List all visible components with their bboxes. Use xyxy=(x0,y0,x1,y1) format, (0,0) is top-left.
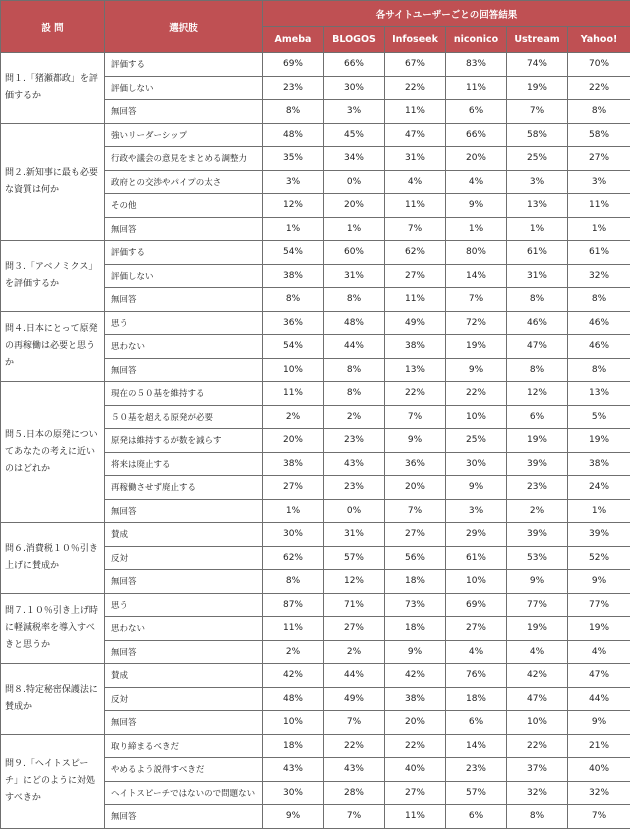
value-cell: 10% xyxy=(507,711,568,735)
value-cell: 9% xyxy=(385,640,446,664)
value-cell: 56% xyxy=(385,546,446,570)
value-cell: 23% xyxy=(324,429,385,453)
site-header-yahoo: Yahoo! xyxy=(568,27,630,53)
value-cell: 54% xyxy=(263,241,324,265)
value-cell: 43% xyxy=(324,452,385,476)
value-cell: 11% xyxy=(263,382,324,406)
value-cell: 31% xyxy=(324,264,385,288)
value-cell: 28% xyxy=(324,781,385,805)
question-cell: 問３.「アベノミクス」を評価するか xyxy=(1,241,105,312)
value-cell: 61% xyxy=(568,241,630,265)
value-cell: 8% xyxy=(324,288,385,312)
value-cell: 8% xyxy=(568,288,630,312)
option-cell: 無回答 xyxy=(105,100,263,124)
value-cell: 38% xyxy=(568,452,630,476)
value-cell: 44% xyxy=(568,687,630,711)
value-cell: 27% xyxy=(385,264,446,288)
value-cell: 24% xyxy=(568,476,630,500)
value-cell: 45% xyxy=(324,123,385,147)
table-row xyxy=(1,123,630,147)
value-cell: 1% xyxy=(568,217,630,241)
value-cell: 1% xyxy=(446,217,507,241)
value-cell: 48% xyxy=(324,311,385,335)
value-cell: 3% xyxy=(446,499,507,523)
value-cell: 11% xyxy=(385,100,446,124)
value-cell: 20% xyxy=(385,711,446,735)
value-cell: 6% xyxy=(446,805,507,829)
value-cell: 9% xyxy=(446,476,507,500)
value-cell: 53% xyxy=(507,546,568,570)
value-cell: 13% xyxy=(385,358,446,382)
value-cell: 22% xyxy=(385,734,446,758)
option-cell: ヘイトスピーチではないので問題ない xyxy=(105,781,263,805)
table-row xyxy=(1,241,630,265)
value-cell: 21% xyxy=(568,734,630,758)
value-cell: 11% xyxy=(446,76,507,100)
option-cell: 賛成 xyxy=(105,664,263,688)
value-cell: 19% xyxy=(507,76,568,100)
value-cell: 7% xyxy=(507,100,568,124)
option-cell: 政府との交渉やパイプの太さ xyxy=(105,170,263,194)
value-cell: 27% xyxy=(446,617,507,641)
table-row xyxy=(1,734,630,758)
option-cell: 思う xyxy=(105,311,263,335)
value-cell: 9% xyxy=(263,805,324,829)
value-cell: 40% xyxy=(385,758,446,782)
value-cell: 38% xyxy=(385,687,446,711)
option-cell: 原発は維持するが数を減らす xyxy=(105,429,263,453)
value-cell: 77% xyxy=(507,593,568,617)
value-cell: 8% xyxy=(568,358,630,382)
value-cell: 8% xyxy=(568,100,630,124)
table-row xyxy=(1,382,630,406)
value-cell: 23% xyxy=(324,476,385,500)
value-cell: 8% xyxy=(507,805,568,829)
option-cell: その他 xyxy=(105,194,263,218)
value-cell: 9% xyxy=(446,194,507,218)
value-cell: 3% xyxy=(263,170,324,194)
value-cell: 42% xyxy=(263,664,324,688)
value-cell: 27% xyxy=(568,147,630,171)
site-header-niconico: niconico xyxy=(446,27,507,53)
value-cell: 35% xyxy=(263,147,324,171)
value-cell: 1% xyxy=(263,499,324,523)
value-cell: 2% xyxy=(263,405,324,429)
value-cell: 6% xyxy=(507,405,568,429)
value-cell: 27% xyxy=(263,476,324,500)
value-cell: 7% xyxy=(446,288,507,312)
value-cell: 18% xyxy=(446,687,507,711)
value-cell: 10% xyxy=(263,711,324,735)
value-cell: 83% xyxy=(446,53,507,77)
site-header-ameba: Ameba xyxy=(263,27,324,53)
value-cell: 20% xyxy=(446,147,507,171)
site-results-group-header: 各サイトユーザーごとの回答結果 xyxy=(263,1,630,27)
value-cell: 61% xyxy=(446,546,507,570)
value-cell: 22% xyxy=(324,734,385,758)
value-cell: 19% xyxy=(568,429,630,453)
value-cell: 6% xyxy=(446,100,507,124)
value-cell: 42% xyxy=(507,664,568,688)
value-cell: 9% xyxy=(385,429,446,453)
value-cell: 32% xyxy=(568,781,630,805)
question-cell: 問２.新知事に最も必要な資質は何か xyxy=(1,123,105,241)
value-cell: 46% xyxy=(568,335,630,359)
value-cell: 7% xyxy=(568,805,630,829)
value-cell: 25% xyxy=(446,429,507,453)
question-cell: 問１.「猪瀬都政」を評価するか xyxy=(1,53,105,124)
option-cell: 思わない xyxy=(105,617,263,641)
value-cell: 19% xyxy=(507,429,568,453)
value-cell: 77% xyxy=(568,593,630,617)
option-cell: 取り締まるべきだ xyxy=(105,734,263,758)
value-cell: 12% xyxy=(324,570,385,594)
value-cell: 18% xyxy=(385,570,446,594)
value-cell: 61% xyxy=(507,241,568,265)
value-cell: 49% xyxy=(385,311,446,335)
table-row xyxy=(1,593,630,617)
value-cell: 36% xyxy=(385,452,446,476)
value-cell: 30% xyxy=(324,76,385,100)
value-cell: 22% xyxy=(568,76,630,100)
value-cell: 2% xyxy=(263,640,324,664)
value-cell: 12% xyxy=(507,382,568,406)
value-cell: 27% xyxy=(385,781,446,805)
value-cell: 11% xyxy=(385,194,446,218)
value-cell: 10% xyxy=(446,405,507,429)
option-cell: 評価しない xyxy=(105,76,263,100)
value-cell: 1% xyxy=(507,217,568,241)
header-row-top xyxy=(1,1,630,27)
value-cell: 10% xyxy=(263,358,324,382)
option-cell: 無回答 xyxy=(105,805,263,829)
value-cell: 57% xyxy=(446,781,507,805)
value-cell: 67% xyxy=(385,53,446,77)
value-cell: 32% xyxy=(507,781,568,805)
value-cell: 14% xyxy=(446,264,507,288)
value-cell: 69% xyxy=(446,593,507,617)
value-cell: 22% xyxy=(446,382,507,406)
value-cell: 2% xyxy=(507,499,568,523)
value-cell: 4% xyxy=(568,640,630,664)
options-column-header: 選択肢 xyxy=(105,1,263,53)
option-cell: 無回答 xyxy=(105,217,263,241)
value-cell: 22% xyxy=(507,734,568,758)
value-cell: 29% xyxy=(446,523,507,547)
value-cell: 48% xyxy=(263,123,324,147)
value-cell: 47% xyxy=(568,664,630,688)
value-cell: 1% xyxy=(263,217,324,241)
value-cell: 20% xyxy=(263,429,324,453)
value-cell: 43% xyxy=(324,758,385,782)
value-cell: 30% xyxy=(263,523,324,547)
value-cell: 7% xyxy=(385,499,446,523)
value-cell: 23% xyxy=(507,476,568,500)
value-cell: 13% xyxy=(568,382,630,406)
option-cell: 再稼働させず廃止する xyxy=(105,476,263,500)
option-cell: 評価する xyxy=(105,241,263,265)
value-cell: 8% xyxy=(263,570,324,594)
value-cell: 30% xyxy=(263,781,324,805)
value-cell: 69% xyxy=(263,53,324,77)
option-cell: 評価しない xyxy=(105,264,263,288)
value-cell: 5% xyxy=(568,405,630,429)
value-cell: 34% xyxy=(324,147,385,171)
value-cell: 66% xyxy=(324,53,385,77)
value-cell: 20% xyxy=(385,476,446,500)
value-cell: 6% xyxy=(446,711,507,735)
value-cell: 39% xyxy=(507,452,568,476)
value-cell: 76% xyxy=(446,664,507,688)
value-cell: 8% xyxy=(324,358,385,382)
option-cell: 無回答 xyxy=(105,640,263,664)
value-cell: 0% xyxy=(324,499,385,523)
value-cell: 57% xyxy=(324,546,385,570)
site-header-ustream: Ustream xyxy=(507,27,568,53)
value-cell: 11% xyxy=(385,805,446,829)
value-cell: 13% xyxy=(507,194,568,218)
question-cell: 問６.消費税１０％引き上げに賛成か xyxy=(1,523,105,594)
value-cell: 58% xyxy=(568,123,630,147)
value-cell: 12% xyxy=(263,194,324,218)
option-cell: 無回答 xyxy=(105,570,263,594)
value-cell: 46% xyxy=(568,311,630,335)
value-cell: 38% xyxy=(263,452,324,476)
value-cell: 62% xyxy=(263,546,324,570)
value-cell: 47% xyxy=(507,687,568,711)
value-cell: 42% xyxy=(385,664,446,688)
value-cell: 23% xyxy=(446,758,507,782)
value-cell: 4% xyxy=(385,170,446,194)
question-cell: 問５.日本の原発についてあなたの考えに近いのはどれか xyxy=(1,382,105,523)
value-cell: 8% xyxy=(263,100,324,124)
value-cell: 23% xyxy=(263,76,324,100)
value-cell: 80% xyxy=(446,241,507,265)
option-cell: 賛成 xyxy=(105,523,263,547)
site-header-infoseek: Infoseek xyxy=(385,27,446,53)
value-cell: 19% xyxy=(446,335,507,359)
value-cell: 4% xyxy=(507,640,568,664)
option-cell: 無回答 xyxy=(105,288,263,312)
value-cell: 49% xyxy=(324,687,385,711)
value-cell: 43% xyxy=(263,758,324,782)
value-cell: 14% xyxy=(446,734,507,758)
value-cell: 37% xyxy=(507,758,568,782)
value-cell: 72% xyxy=(446,311,507,335)
value-cell: 3% xyxy=(507,170,568,194)
option-cell: 思わない xyxy=(105,335,263,359)
value-cell: 9% xyxy=(568,711,630,735)
value-cell: 44% xyxy=(324,664,385,688)
value-cell: 74% xyxy=(507,53,568,77)
value-cell: 11% xyxy=(263,617,324,641)
value-cell: 36% xyxy=(263,311,324,335)
value-cell: 11% xyxy=(385,288,446,312)
value-cell: 10% xyxy=(446,570,507,594)
value-cell: 31% xyxy=(324,523,385,547)
value-cell: 8% xyxy=(507,288,568,312)
value-cell: 8% xyxy=(507,358,568,382)
value-cell: 39% xyxy=(507,523,568,547)
value-cell: 39% xyxy=(568,523,630,547)
value-cell: 27% xyxy=(385,523,446,547)
value-cell: 27% xyxy=(324,617,385,641)
value-cell: 2% xyxy=(324,405,385,429)
option-cell: 将来は廃止する xyxy=(105,452,263,476)
value-cell: 32% xyxy=(568,264,630,288)
value-cell: 7% xyxy=(324,805,385,829)
value-cell: 22% xyxy=(385,76,446,100)
option-cell: 評価する xyxy=(105,53,263,77)
value-cell: 40% xyxy=(568,758,630,782)
question-cell: 問７.１０％引き上げ時に軽減税率を導入すべきと思うか xyxy=(1,593,105,664)
value-cell: 22% xyxy=(385,382,446,406)
value-cell: 66% xyxy=(446,123,507,147)
value-cell: 11% xyxy=(568,194,630,218)
value-cell: 38% xyxy=(263,264,324,288)
value-cell: 1% xyxy=(324,217,385,241)
value-cell: 18% xyxy=(385,617,446,641)
value-cell: 19% xyxy=(507,617,568,641)
value-cell: 3% xyxy=(568,170,630,194)
question-cell: 問９.「ヘイトスピーチ」にどのように対処すべきか xyxy=(1,734,105,828)
value-cell: 7% xyxy=(385,217,446,241)
value-cell: 20% xyxy=(324,194,385,218)
value-cell: 9% xyxy=(507,570,568,594)
table-body xyxy=(1,53,630,829)
option-cell: 無回答 xyxy=(105,358,263,382)
table-row xyxy=(1,311,630,335)
value-cell: 3% xyxy=(324,100,385,124)
option-cell: 行政や議会の意見をまとめる調整力 xyxy=(105,147,263,171)
site-header-blogos: BLOGOS xyxy=(324,27,385,53)
question-column-header: 設 問 xyxy=(1,1,105,53)
value-cell: 46% xyxy=(507,311,568,335)
value-cell: 19% xyxy=(568,617,630,641)
value-cell: 70% xyxy=(568,53,630,77)
table-row xyxy=(1,53,630,77)
value-cell: 60% xyxy=(324,241,385,265)
value-cell: 44% xyxy=(324,335,385,359)
value-cell: 87% xyxy=(263,593,324,617)
value-cell: 8% xyxy=(263,288,324,312)
option-cell: 強いリーダーシップ xyxy=(105,123,263,147)
value-cell: 62% xyxy=(385,241,446,265)
option-cell: 無回答 xyxy=(105,499,263,523)
value-cell: 7% xyxy=(324,711,385,735)
value-cell: 38% xyxy=(385,335,446,359)
value-cell: 47% xyxy=(507,335,568,359)
option-cell: 無回答 xyxy=(105,711,263,735)
option-cell: 反対 xyxy=(105,546,263,570)
value-cell: 1% xyxy=(568,499,630,523)
value-cell: 58% xyxy=(507,123,568,147)
value-cell: 73% xyxy=(385,593,446,617)
option-cell: 反対 xyxy=(105,687,263,711)
value-cell: 4% xyxy=(446,170,507,194)
option-cell: やめるよう説得すべきだ xyxy=(105,758,263,782)
value-cell: 71% xyxy=(324,593,385,617)
value-cell: 9% xyxy=(568,570,630,594)
value-cell: 31% xyxy=(385,147,446,171)
question-cell: 問８.特定秘密保護法に賛成か xyxy=(1,664,105,735)
value-cell: 7% xyxy=(385,405,446,429)
value-cell: 18% xyxy=(263,734,324,758)
value-cell: 9% xyxy=(446,358,507,382)
option-cell: 思う xyxy=(105,593,263,617)
value-cell: 8% xyxy=(324,382,385,406)
value-cell: 2% xyxy=(324,640,385,664)
value-cell: 47% xyxy=(385,123,446,147)
value-cell: 48% xyxy=(263,687,324,711)
value-cell: 54% xyxy=(263,335,324,359)
value-cell: 0% xyxy=(324,170,385,194)
value-cell: 30% xyxy=(446,452,507,476)
value-cell: 4% xyxy=(446,640,507,664)
value-cell: 25% xyxy=(507,147,568,171)
question-cell: 問４.日本にとって原発の再稼働は必要と思うか xyxy=(1,311,105,382)
value-cell: 52% xyxy=(568,546,630,570)
option-cell: 現在の５０基を維持する xyxy=(105,382,263,406)
value-cell: 31% xyxy=(507,264,568,288)
option-cell: ５０基を超える原発が必要 xyxy=(105,405,263,429)
table-row xyxy=(1,664,630,688)
table-row xyxy=(1,523,630,547)
